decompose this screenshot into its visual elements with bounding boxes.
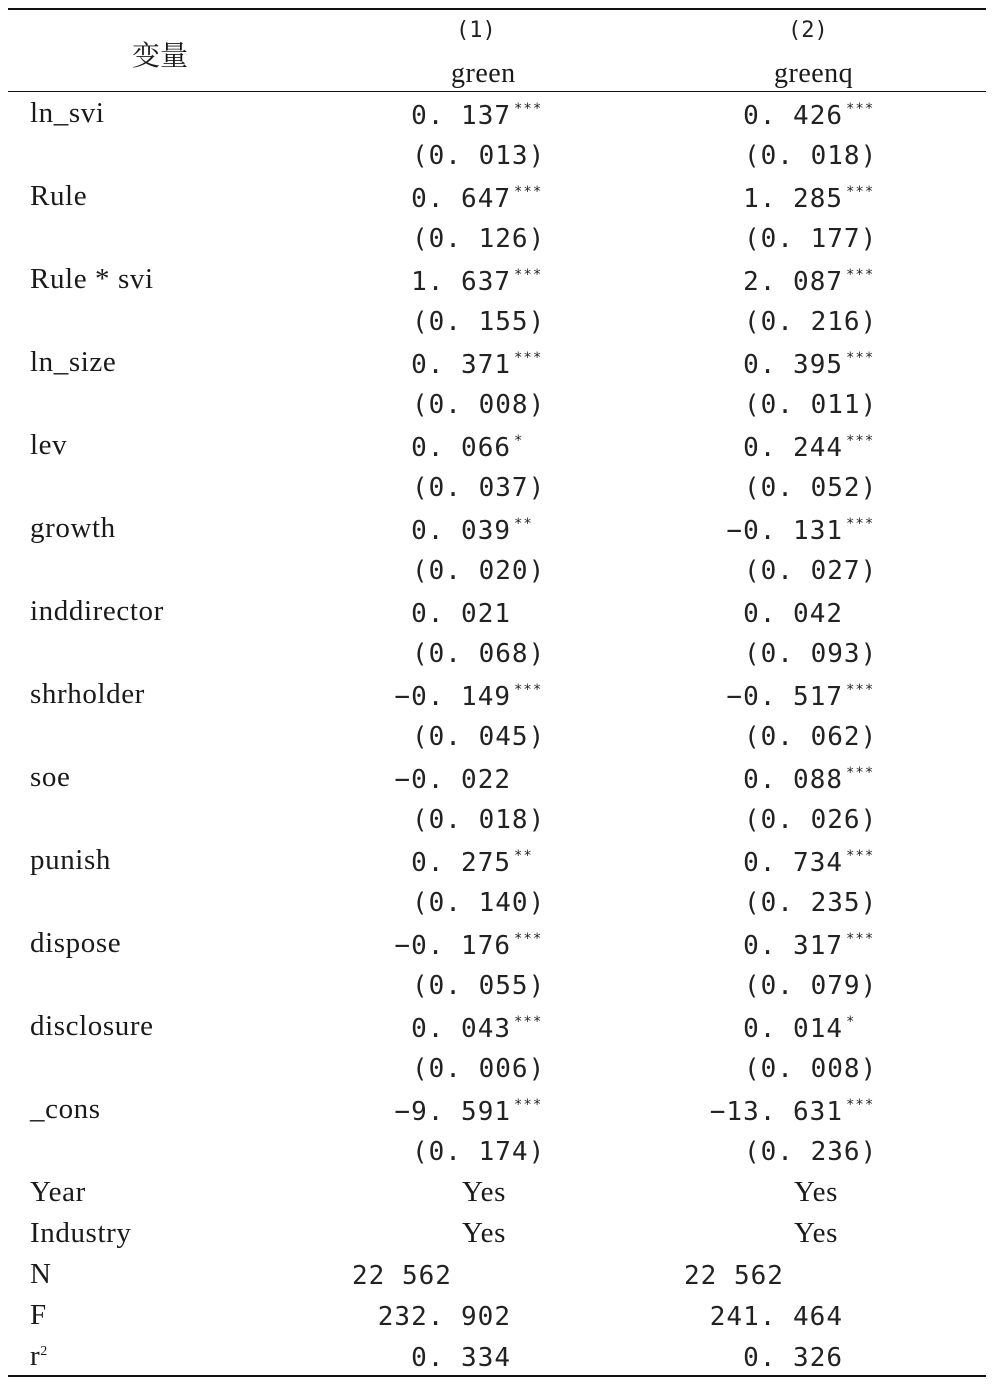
std-error-col2: (0. 235)	[744, 888, 878, 918]
std-error-col2: (0. 093)	[744, 639, 878, 669]
footer-label	[30, 1342, 48, 1371]
std-error-col1: (0. 018)	[412, 805, 546, 835]
variable-name: ln_size	[30, 346, 117, 378]
coef-col2-value: 0. 395	[743, 350, 843, 380]
std-error-col2: (0. 008)	[744, 1054, 878, 1084]
footer-value-col1: 0. 334	[411, 1343, 511, 1373]
std-error-col2: (0. 216)	[744, 307, 878, 337]
footer-value-col2: 0. 326	[743, 1343, 843, 1373]
coef-col2-value: 2. 087	[743, 267, 843, 297]
footer-label-text: F	[30, 1299, 47, 1331]
variable-name: inddirector	[30, 595, 164, 627]
variable-name: growth	[30, 512, 116, 544]
coef-col2-value: 1. 285	[743, 184, 843, 214]
variable-name: soe	[30, 761, 71, 793]
footer-value-col2: Yes	[794, 1176, 838, 1208]
coef-col2	[743, 601, 846, 627]
coef-col1-significance: **	[514, 516, 533, 532]
footer-label-text: r	[30, 1340, 41, 1372]
coef-col1	[411, 269, 542, 295]
std-error-col2: (0. 177)	[744, 224, 878, 254]
coef-col2-value: 0. 426	[743, 101, 843, 131]
coef-col2-significance: ***	[846, 682, 875, 698]
std-error-col2: (0. 052)	[744, 473, 878, 503]
coef-col2-significance: ***	[846, 101, 875, 117]
coef-col2-significance: ***	[846, 350, 875, 366]
footer-value-col1: Yes	[462, 1217, 506, 1249]
coef-col2-value: 0. 317	[743, 931, 843, 961]
footer-value-col2: Yes	[794, 1217, 838, 1249]
coef-col1-value: 0. 371	[411, 350, 511, 380]
coef-col1-value: 0. 275	[411, 848, 511, 878]
coef-col2-significance: ***	[846, 931, 875, 947]
std-error-col2: (0. 027)	[744, 556, 878, 586]
coef-col2	[743, 435, 874, 461]
coef-col2	[743, 933, 874, 959]
coef-col2	[743, 1016, 855, 1042]
coef-col1-significance: ***	[514, 267, 543, 283]
coef-col1-value: 0. 066	[411, 433, 511, 463]
std-error-col1: (0. 055)	[412, 971, 546, 1001]
coef-col2	[743, 269, 874, 295]
coef-col1-value: 0. 647	[411, 184, 511, 214]
coef-col2	[743, 767, 874, 793]
std-error-col1: (0. 013)	[412, 141, 546, 171]
std-error-col1: (0. 008)	[412, 390, 546, 420]
footer-value-col2: 241. 464	[709, 1302, 843, 1332]
std-error-col1: (0. 174)	[412, 1137, 546, 1167]
coef-col2	[743, 103, 874, 129]
coef-col1-significance: ***	[514, 682, 543, 698]
footer-label	[30, 1260, 52, 1289]
coef-col2-value: 0. 734	[743, 848, 843, 878]
variable-name: dispose	[30, 927, 122, 959]
footer-value-col2: 22 562	[684, 1261, 784, 1291]
coef-col1	[394, 767, 514, 793]
std-error-col1: (0. 020)	[412, 556, 546, 586]
coef-col1	[394, 933, 542, 959]
coef-col2-significance: ***	[846, 433, 875, 449]
std-error-col2: (0. 026)	[744, 805, 878, 835]
coef-col1-value: −0. 022	[394, 765, 511, 795]
variable-name: ln_svi	[30, 97, 105, 129]
coef-col2-significance: ***	[846, 267, 875, 283]
column-1-dependent-var: green	[451, 58, 516, 89]
variable-header: 变量	[132, 39, 189, 72]
coef-col2	[710, 1099, 875, 1125]
column-1-number: (1)	[456, 18, 496, 43]
coef-col2	[743, 850, 874, 876]
variable-name: shrholder	[30, 678, 145, 710]
variable-name: punish	[30, 844, 111, 876]
std-error-col2: (0. 236)	[744, 1137, 878, 1167]
coef-col2-significance: ***	[846, 184, 875, 200]
coef-col1-value: 0. 039	[411, 516, 511, 546]
coef-col2	[743, 186, 874, 212]
coef-col1-value: 1. 637	[411, 267, 511, 297]
std-error-col1: (0. 037)	[412, 473, 546, 503]
footer-value-col1: 232. 902	[377, 1302, 511, 1332]
footer-label	[30, 1219, 131, 1248]
coef-col1-value: −0. 176	[394, 931, 511, 961]
std-error-col1: (0. 068)	[412, 639, 546, 669]
footer-value-col1: 22 562	[352, 1261, 452, 1291]
variable-name: Rule * svi	[30, 263, 154, 295]
coef-col1-value: 0. 137	[411, 101, 511, 131]
coef-col1	[411, 1016, 542, 1042]
coef-col1	[411, 601, 514, 627]
coef-col1-value: 0. 021	[411, 599, 511, 629]
coef-col2-value: 0. 088	[743, 765, 843, 795]
top-rule	[8, 8, 986, 10]
std-error-col1: (0. 126)	[412, 224, 546, 254]
coef-col2-value: −0. 517	[726, 682, 843, 712]
footer-label-superscript: 2	[40, 1344, 48, 1359]
std-error-col2: (0. 062)	[744, 722, 878, 752]
variable-name: disclosure	[30, 1010, 154, 1042]
coef-col2-value: 0. 042	[743, 599, 843, 629]
coef-col2-significance: ***	[846, 516, 875, 532]
coef-col1-significance: ***	[514, 101, 543, 117]
coef-col1	[411, 518, 533, 544]
coef-col1-significance: ***	[514, 1097, 543, 1113]
footer-label	[30, 1301, 47, 1330]
coef-col1-significance: **	[514, 848, 533, 864]
coef-col1	[411, 435, 523, 461]
coef-col2-significance: *	[846, 1014, 856, 1030]
coef-col2	[726, 518, 874, 544]
column-2-dependent-var: greenq	[774, 58, 854, 89]
coef-col1	[394, 1099, 542, 1125]
variable-name: Rule	[30, 180, 88, 212]
coef-col2-significance: ***	[846, 848, 875, 864]
coef-col1-value: 0. 043	[411, 1014, 511, 1044]
std-error-col1: (0. 006)	[412, 1054, 546, 1084]
std-error-col2: (0. 011)	[744, 390, 878, 420]
variable-name: _cons	[30, 1093, 101, 1125]
coef-col1-value: −9. 591	[394, 1097, 511, 1127]
coef-col1	[394, 684, 542, 710]
coef-col2-value: −13. 631	[709, 1097, 843, 1127]
std-error-col1: (0. 140)	[412, 888, 546, 918]
std-error-col2: (0. 018)	[744, 141, 878, 171]
coef-col1-value: −0. 149	[394, 682, 511, 712]
std-error-col1: (0. 155)	[412, 307, 546, 337]
bottom-rule	[8, 1375, 986, 1377]
coef-col2-value: 0. 014	[743, 1014, 843, 1044]
std-error-col1: (0. 045)	[412, 722, 546, 752]
coef-col1-significance: ***	[514, 350, 543, 366]
coef-col2-significance: ***	[846, 765, 875, 781]
coef-col1-significance: *	[514, 433, 524, 449]
coef-col1	[411, 352, 542, 378]
coef-col2-significance: ***	[846, 1097, 875, 1113]
variable-name: lev	[30, 429, 68, 461]
footer-label-text: N	[30, 1258, 52, 1290]
coef-col1	[411, 850, 533, 876]
coef-col2-value: 0. 244	[743, 433, 843, 463]
coef-col1	[411, 186, 542, 212]
column-2-number: (2)	[788, 18, 828, 43]
footer-value-col1: Yes	[462, 1176, 506, 1208]
footer-label-text: Industry	[30, 1217, 132, 1249]
coef-col1-significance: ***	[514, 184, 543, 200]
header-rule	[8, 91, 986, 92]
std-error-col2: (0. 079)	[744, 971, 878, 1001]
coef-col1-significance: ***	[514, 931, 543, 947]
coef-col2	[743, 352, 874, 378]
coef-col1-significance: ***	[514, 1014, 543, 1030]
coef-col2-value: −0. 131	[726, 516, 843, 546]
coef-col2	[726, 684, 874, 710]
footer-label	[30, 1178, 86, 1207]
coef-col1	[411, 103, 542, 129]
footer-label-text: Year	[30, 1176, 86, 1208]
